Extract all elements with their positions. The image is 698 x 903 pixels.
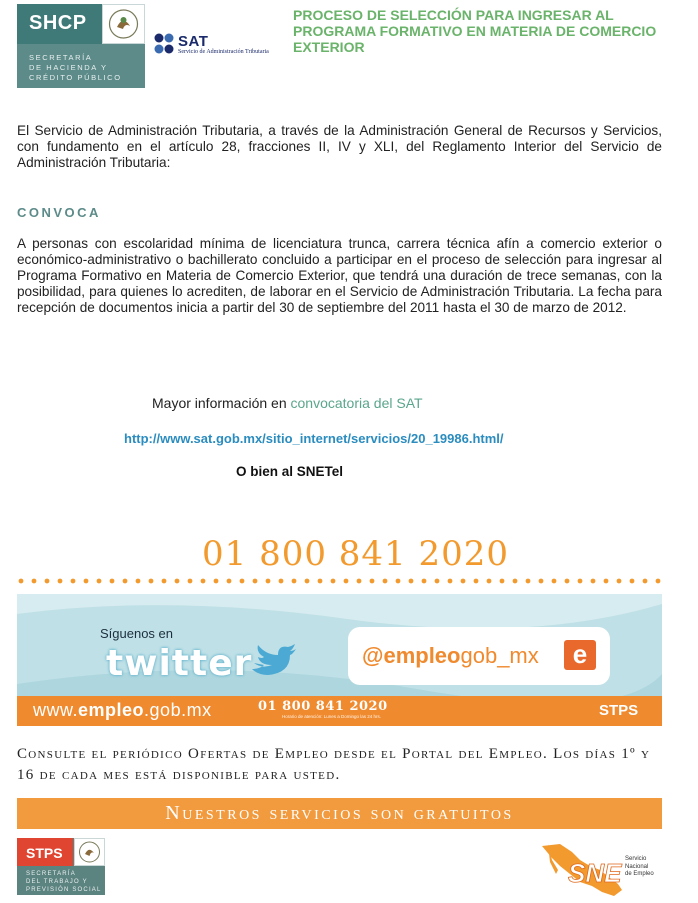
shcp-name: SECRETARÍA DE HACIENDA Y CRÉDITO PÚBLICO — [29, 53, 122, 82]
divider-dot — [591, 579, 596, 584]
sne-logo — [540, 840, 625, 900]
divider-dot — [474, 579, 479, 584]
empleo-url-link[interactable]: www.empleo.gob.mx — [33, 700, 212, 720]
divider-dot — [279, 579, 284, 584]
divider-dot — [630, 579, 635, 584]
divider-dot — [565, 579, 570, 584]
divider-dot — [370, 579, 375, 584]
divider-dot — [175, 579, 180, 584]
banner-stps-label: STPS — [599, 702, 639, 719]
divider-dot — [97, 579, 102, 584]
divider-dot — [123, 579, 128, 584]
divider-dot — [227, 579, 232, 584]
divider-dot — [240, 579, 245, 584]
divider-dot — [513, 579, 518, 584]
divider-dot — [318, 579, 323, 584]
divider-dot — [162, 579, 167, 584]
divider-dot — [656, 579, 661, 584]
divider-dot — [383, 579, 388, 584]
divider-dot — [344, 579, 349, 584]
divider-dot — [188, 579, 193, 584]
snetel-text: O bien al SNETel — [236, 464, 344, 479]
divider-dot — [526, 579, 531, 584]
banner-hours: Horario de atención: Lunes a Domingo las 24 hrs. — [282, 714, 382, 719]
divider-dot — [305, 579, 310, 584]
convoca-heading: CONVOCA — [17, 205, 101, 220]
divider-dot — [32, 579, 37, 584]
divider-dot — [500, 579, 505, 584]
intro-paragraph: El Servicio de Administración Tributaria, a través de la Administración General de Recursos y Servicios, con fundamento en el artículo 28, fracciones II, IV y XLI, del Reglamento Interior del Servicio de Administración Tributaria: — [17, 123, 662, 170]
sat-emblem-icon — [150, 31, 178, 59]
gratis-text: Nuestros servicios son gratuitos — [165, 802, 514, 824]
divider-dot — [487, 579, 492, 584]
divider-dot — [448, 579, 453, 584]
page-title: PROCESO DE SELECCIÓN PARA INGRESAR AL PROGRAMA FORMATIVO EN MATERIA DE COMERCIO EXTERIOR — [293, 7, 657, 55]
consulte-text: Consulte el periódico Ofertas de Empleo desde el Portal del Empleo. Los días 1º y 16 de cada mes está disponible para usted. — [17, 746, 651, 783]
divider-dot — [45, 579, 50, 584]
divider-dot — [396, 579, 401, 584]
twitter-handle[interactable]: @empleogob_mx — [362, 643, 539, 668]
divider-dot — [266, 579, 271, 584]
sne-acronym: SNE — [568, 858, 622, 888]
divider-dot — [539, 579, 544, 584]
divider-dot — [201, 579, 206, 584]
divider-dot — [578, 579, 583, 584]
divider-dot — [552, 579, 557, 584]
divider-dot — [149, 579, 154, 584]
dotted-divider — [17, 576, 662, 586]
banner-phone: 01 800 841 2020 — [258, 699, 388, 714]
shcp-acronym: SHCP — [17, 4, 102, 44]
divider-dot — [604, 579, 609, 584]
divider-dot — [435, 579, 440, 584]
sat-url-link[interactable]: http://www.sat.gob.mx/sitio_internet/servicios/20_19986.html/ — [124, 431, 504, 446]
siguenos-label: Síguenos en — [100, 626, 174, 641]
divider-dot — [461, 579, 466, 584]
divider-dot — [110, 579, 115, 584]
stps-acronym: STPS — [17, 838, 73, 866]
twitter-logo[interactable]: twitter — [106, 643, 253, 684]
divider-dot — [71, 579, 76, 584]
body-paragraph: A personas con escolaridad mínima de licenciatura trunca, carrera técnica afín a comercio exterior o económico-administrativo o bachillerato concluido a participar en el proceso de selección para ingresar al Programa Formativo en Materia de Comercio Exterior, que tendrá una duración de trece semanas, con la posibilidad, para quienes lo acrediten, de laborar en el Servicio de Administración Tributaria. La fecha para recepción de documentos inicia a partir del 30 de septiembre del 2011 hasta el 30 de marzo de 2012. — [17, 236, 662, 315]
sat-logo — [150, 31, 290, 61]
divider-dot — [357, 579, 362, 584]
phone-number: 01 800 841 2020 — [202, 534, 510, 574]
divider-dot — [422, 579, 427, 584]
divider-dot — [58, 579, 63, 584]
sne-name: Servicio Nacional de Empleo — [625, 856, 654, 877]
more-info-prefix: Mayor información en — [152, 395, 287, 411]
divider-dot — [253, 579, 258, 584]
empleo-e-icon: e — [564, 640, 596, 670]
mexico-seal-icon — [102, 4, 145, 44]
divider-dot — [617, 579, 622, 584]
twitter-bird-icon — [250, 643, 296, 679]
divider-dot — [643, 579, 648, 584]
sat-acronym: SAT — [178, 33, 209, 50]
divider-dot — [331, 579, 336, 584]
divider-dot — [136, 579, 141, 584]
more-info — [152, 395, 423, 411]
stps-seal-icon — [74, 838, 105, 866]
divider-dot — [409, 579, 414, 584]
divider-dot — [292, 579, 297, 584]
divider-dot — [214, 579, 219, 584]
divider-dot — [19, 579, 24, 584]
divider-dot — [84, 579, 89, 584]
convocatoria-link[interactable]: convocatoria del SAT — [290, 395, 423, 411]
sat-name: Servicio de Administración Tributaria — [178, 49, 269, 55]
stps-name: SECRETARÍA DEL TRABAJO Y PREVISIÓN SOCIAL — [26, 871, 102, 893]
